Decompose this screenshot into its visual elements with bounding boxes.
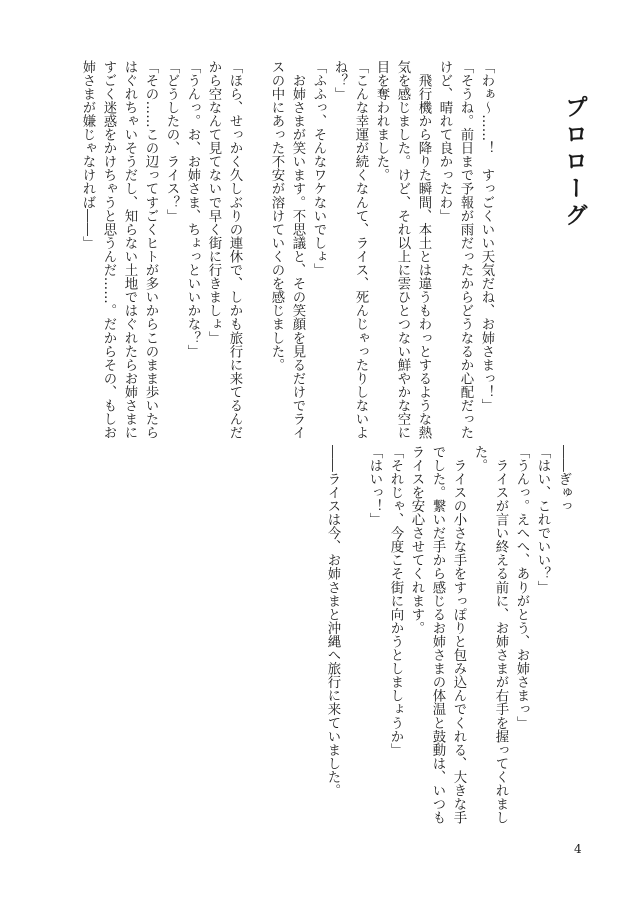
text-line: 「それじゃ、今度こそ街に向かうとしましょうか」 — [388, 445, 403, 757]
text-line: ――ぎゅっ — [556, 445, 571, 513]
text-line: 「うんっ。えへへ、ありがとう、お姉さまっ」 — [514, 445, 529, 730]
text-line: 「どうしたの、ライス？」 — [164, 60, 179, 223]
text-line: 「こんな幸運が続くなんて、ライス、死んじゃったりしないよ — [353, 60, 368, 440]
text-line: た。 — [472, 445, 487, 473]
text-line: ――ライスは今、お姉さまと沖縄へ旅行に来ていました。 — [325, 445, 340, 798]
text-line: スの中にあった不安が溶けていくのを感じました。 — [269, 60, 284, 372]
text-line: 「ふふっ、そんなワケないでしょ」 — [311, 60, 326, 277]
text-line: 「そうね。前日まで予報が雨だったからどうなるか心配だった — [458, 60, 473, 440]
text-line: けど、晴れて良かったわ」 — [437, 60, 452, 223]
text-line: 目を奪われました。 — [374, 60, 389, 182]
text-line: 「うんっ。お、お姉さま、ちょっといいかな？」 — [185, 60, 200, 359]
text-line: ライスが言い終える前に、お姉さまが右手を握ってくれまし — [493, 445, 508, 825]
text-line: でした。繋いだ手から感じるお姉さまの体温と鼓動は、いつも — [430, 445, 445, 825]
text-line: から空なんて見てないで早く街に行きましょ」 — [206, 60, 221, 345]
text-line: ライスを安心させてくれます。 — [409, 445, 424, 635]
text-line: すごく迷惑をかけちゃうと思うんだ……。だからその、もしお — [101, 60, 116, 440]
text-line: 「その……この辺ってすごくヒトが多いからこのまま歩いたら — [143, 60, 158, 440]
text-line: 気を感じました。けど、それ以上に雲ひとつない鮮やかな空に — [395, 60, 410, 440]
text-line: 「はいっ！」 — [367, 445, 382, 527]
text-line: 「はい、これでいい？」 — [535, 445, 550, 595]
page-number: 4 — [574, 842, 582, 856]
text-line: はぐれちゃいそうだし、知らない土地ではぐれたらお姉さまに — [122, 60, 137, 440]
chapter-title: プロローグ — [561, 95, 588, 230]
text-line: 「ほら、せっかく久しぶりの連休で、しかも旅行に来てるんだ — [227, 60, 242, 440]
text-line: お姉さまが笑います。不思議と、その笑顔を見るだけでライ — [290, 60, 305, 440]
text-line: 「わぁ〜……！ すっごくいい天気だね、お姉さまっ！」 — [479, 60, 494, 413]
text-line: ライスの小さな手をすっぽりと包み込んでくれる、大きな手 — [451, 445, 466, 825]
text-line: 姉さまが嫌じゃなければ――」 — [80, 60, 95, 250]
text-line: 飛行機から降りた瞬間、本土とは違うもわっとするような熱 — [416, 60, 431, 440]
text-line: ね？」 — [332, 60, 347, 101]
